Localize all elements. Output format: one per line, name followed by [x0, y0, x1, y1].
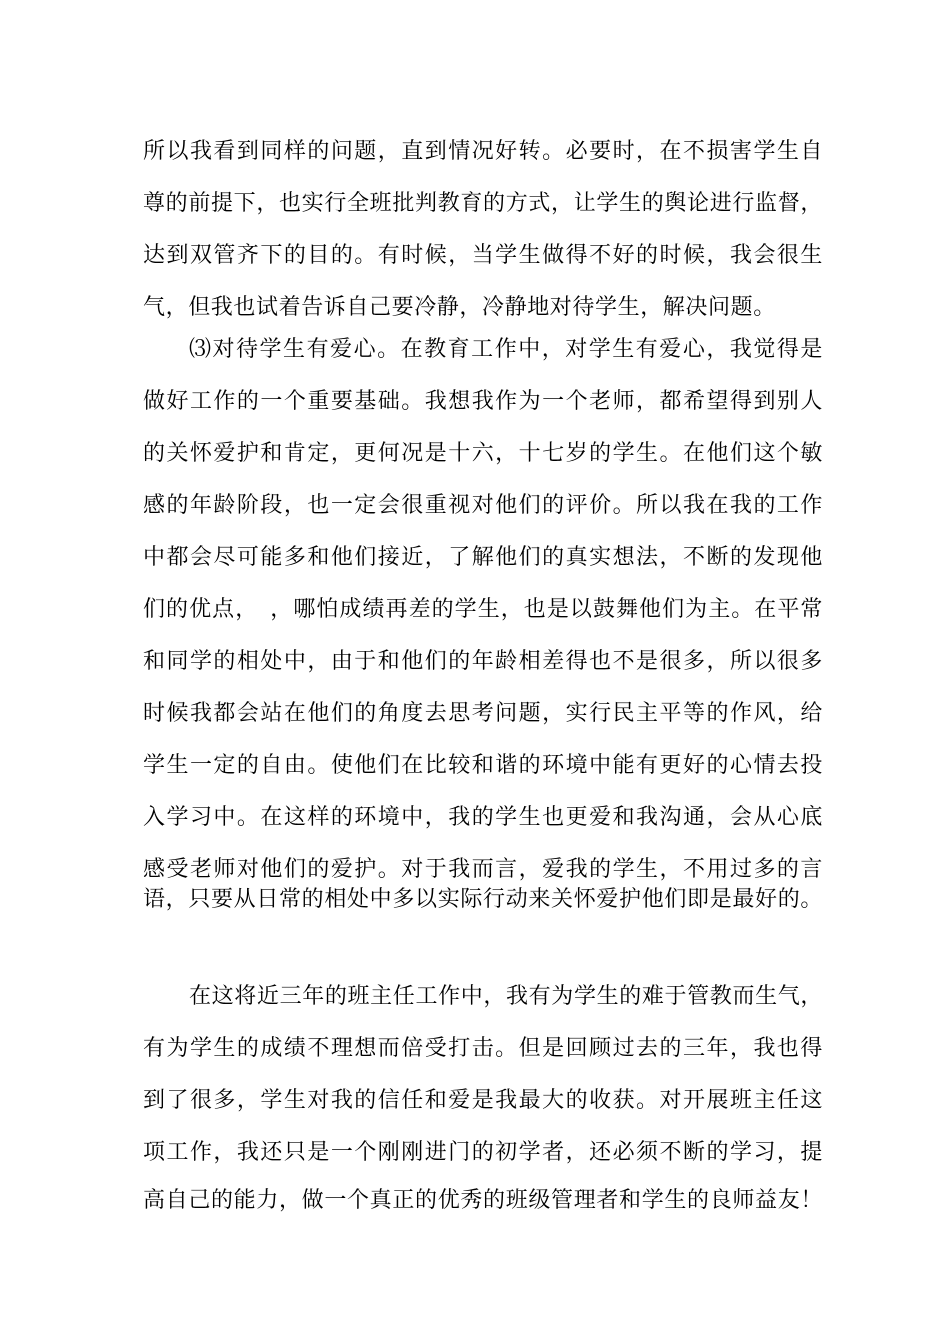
- text-line: 和同学的相处中，由于和他们的年龄相差得也不是很多，所以很多: [143, 649, 823, 674]
- text-line: 们的优点， ，哪怕成绩再差的学生，也是以鼓舞他们为主。在平常: [143, 597, 823, 622]
- text-line: 时候我都会站在他们的角度去思考问题，实行民主平等的作风，给: [143, 701, 823, 726]
- text-line: 做好工作的一个重要基础。我想我作为一个老师，都希望得到别人: [143, 389, 823, 414]
- text-line: ⑶对待学生有爱心。在教育工作中，对学生有爱心，我觉得是: [189, 337, 823, 362]
- text-line: 学生一定的自由。使他们在比较和谐的环境中能有更好的心情去投: [143, 753, 823, 778]
- text-line: 项工作，我还只是一个刚刚进门的初学者，还必须不断的学习，提: [143, 1140, 823, 1165]
- text-line: 高自己的能力，做一个真正的优秀的班级管理者和学生的良师益友！: [143, 1188, 823, 1213]
- text-line: 入学习中。在这样的环境中，我的学生也更爱和我沟通，会从心底: [143, 805, 823, 830]
- text-line: 到了很多，学生对我的信任和爱是我最大的收获。对开展班主任这: [143, 1088, 823, 1113]
- text-line: 所以我看到同样的问题，直到情况好转。必要时，在不损害学生自: [143, 139, 823, 164]
- text-line: 感的年龄阶段，也一定会很重视对他们的评价。所以我在我的工作: [143, 493, 823, 518]
- text-line: 语，只要从日常的相处中多以实际行动来关怀爱护他们即是最好的。: [143, 887, 823, 912]
- text-line: 有为学生的成绩不理想而倍受打击。但是回顾过去的三年，我也得: [143, 1036, 823, 1061]
- text-line: 中都会尽可能多和他们接近，了解他们的真实想法，不断的发现他: [143, 545, 823, 570]
- text-line: 的关怀爱护和肯定，更何况是十六，十七岁的学生。在他们这个敏: [143, 441, 823, 466]
- text-line: 感受老师对他们的爱护。对于我而言，爱我的学生，不用过多的言: [143, 857, 823, 882]
- text-line: 在这将近三年的班主任工作中，我有为学生的难于管教而生气，: [189, 984, 823, 1009]
- text-line: 尊的前提下，也实行全班批判教育的方式，让学生的舆论进行监督，: [143, 191, 823, 216]
- text-line: 气，但我也试着告诉自己要冷静，冷静地对待学生，解决问题。: [143, 295, 776, 320]
- text-line: 达到双管齐下的目的。有时候，当学生做得不好的时候，我会很生: [143, 243, 823, 268]
